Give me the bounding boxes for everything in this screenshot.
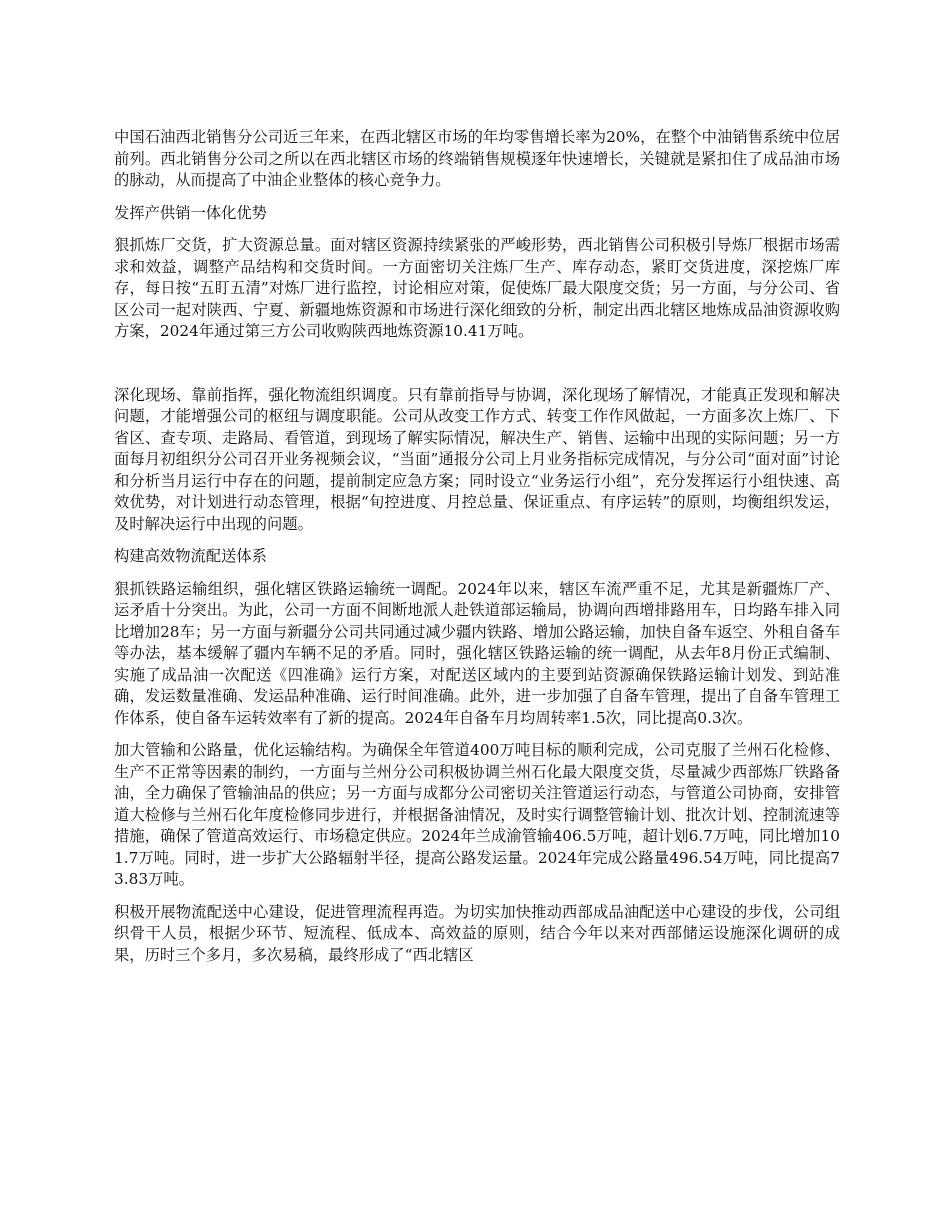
spacer — [114, 729, 840, 740]
spacer — [114, 192, 840, 203]
document-page — [114, 127, 840, 966]
intro-paragraph: 中国石油西北销售分公司近三年来，在西北辖区市场的年均零售增长率为20%，在整个中油销售系统中位居前列。西北销售分公司之所以在西北辖区市场的终端销售规模逐年快速增长，关键就是紧扣住了成品油市场的脉动，从而提高了中油企业整体的核心竞争力。 — [114, 128, 840, 189]
refinery-delivery-paragraph: 狠抓炼厂交货，扩大资源总量。面对辖区资源持续紧张的严峻形势，西北销售公司积极引导炼厂根据市场需求和效益，调整产品结构和交货时间。一方面密切关注炼厂生产、库存动态，紧盯交货进度，深挖炼厂库存，每日按“五盯五清”对炼厂进行监控，讨论相应对策，促使炼厂最大限度交货；另一方面，与分公司、省区公司一起对陕西、宁夏、新疆地炼资源和市场进行深化细致的分析，制定出西北辖区地炼成品油资源收购方案，2024年通过第三方公司收购陕西地炼资源10.41万吨。 — [114, 236, 840, 340]
onsite-dispatch-paragraph: 深化现场、靠前指挥，强化物流组织调度。只有靠前指导与协调，深化现场了解情况，才能真正发现和解决问题，才能增强公司的枢纽与调度职能。公司从改变工作方式、转变工作作风做起，一方面多次上炼厂、下省区、查专项、走路局、看管道，到现场了解实际情况，解决生产、销售、运输中出现的实际问题；另一方面每月初组织分公司召开业务视频会议，“当面”通报分公司上月业务指标完成情况，与分公司“面对面”讨论和分析当月运行中存在的问题，提前制定应急方案；同时设立“业务运行小组”，充分发挥运行小组快速、高效优势，对计划进行动态管理，根据“旬控进度、月控总量、保证重点、有序运转”的原则，均衡组织发运，及时解决运行中出现的问题。 — [114, 385, 840, 533]
spacer — [114, 343, 840, 385]
section-heading-integration: 发挥产供销一体化优势 — [114, 203, 267, 222]
spacer — [114, 568, 840, 579]
distribution-center-paragraph: 积极开展物流配送中心建设，促进管理流程再造。为切实加快推动西部成品油配送中心建设的步伐，公司组织骨干人员，根据少环节、短流程、低成本、高效益的原则，结合今年以来对西部储运设施深化调研的成果，历时三个多月，多次易稿，最终形成了“西北辖区 — [114, 902, 840, 964]
spacer — [114, 535, 840, 546]
pipeline-road-paragraph: 加大管输和公路量，优化运输结构。为确保全年管道400万吨目标的顺利完成，公司克服了兰州石化检修、生产不正常等因素的制约，一方面与兰州分公司积极协调兰州石化最大限度交货，尽量减少西部炼厂铁路备油，全力确保了管输油品的供应；另一方面与成都分公司密切关注管道运行动态，与管道公司协商，安排管道大检修与兰州石化年度检修同步进行，并根据备油情况，及时实行调整管输计划、批次计划、控制流速等措施，确保了管道高效运行、市场稳定供应。2024年兰成渝管输406.5万吨，超计划6.7万吨，同比增加101.7万吨。同时，进一步扩大公路辐射半径，提高公路发运量。2024年完成公路量496.54万吨，同比提高73.83万吨。 — [114, 741, 840, 888]
section-heading-logistics: 构建高效物流配送体系 — [114, 547, 267, 565]
spacer — [114, 891, 840, 902]
railway-transport-paragraph: 狠抓铁路运输组织，强化辖区铁路运输统一调配。2024年以来，辖区车流严重不足，尤其是新疆炼厂产、运矛盾十分突出。为此，公司一方面不间断地派人赴铁道部运输局，协调向西增排路用车，日均路车排入同比增加28车；另一方面与新疆分公司共同通过减少疆内铁路、增加公路运输，加快自备车返空、外租自备车等办法，基本缓解了疆内车辆不足的矛盾。同时，强化辖区铁路运输的统一调配，从去年8月份正式编制、实施了成品油一次配送《四准确》运行方案，对配送区域内的主要到站资源确保铁路运输计划发、到站准确，发运数量准确、发运品种准确、运行时间准确。此外，进一步加强了自备车管理，提出了自备车管理工作体系，使自备车运转效率有了新的提高。2024年自备车月均周转率1.5次，同比提高0.3次。 — [114, 579, 840, 727]
spacer — [114, 224, 840, 235]
